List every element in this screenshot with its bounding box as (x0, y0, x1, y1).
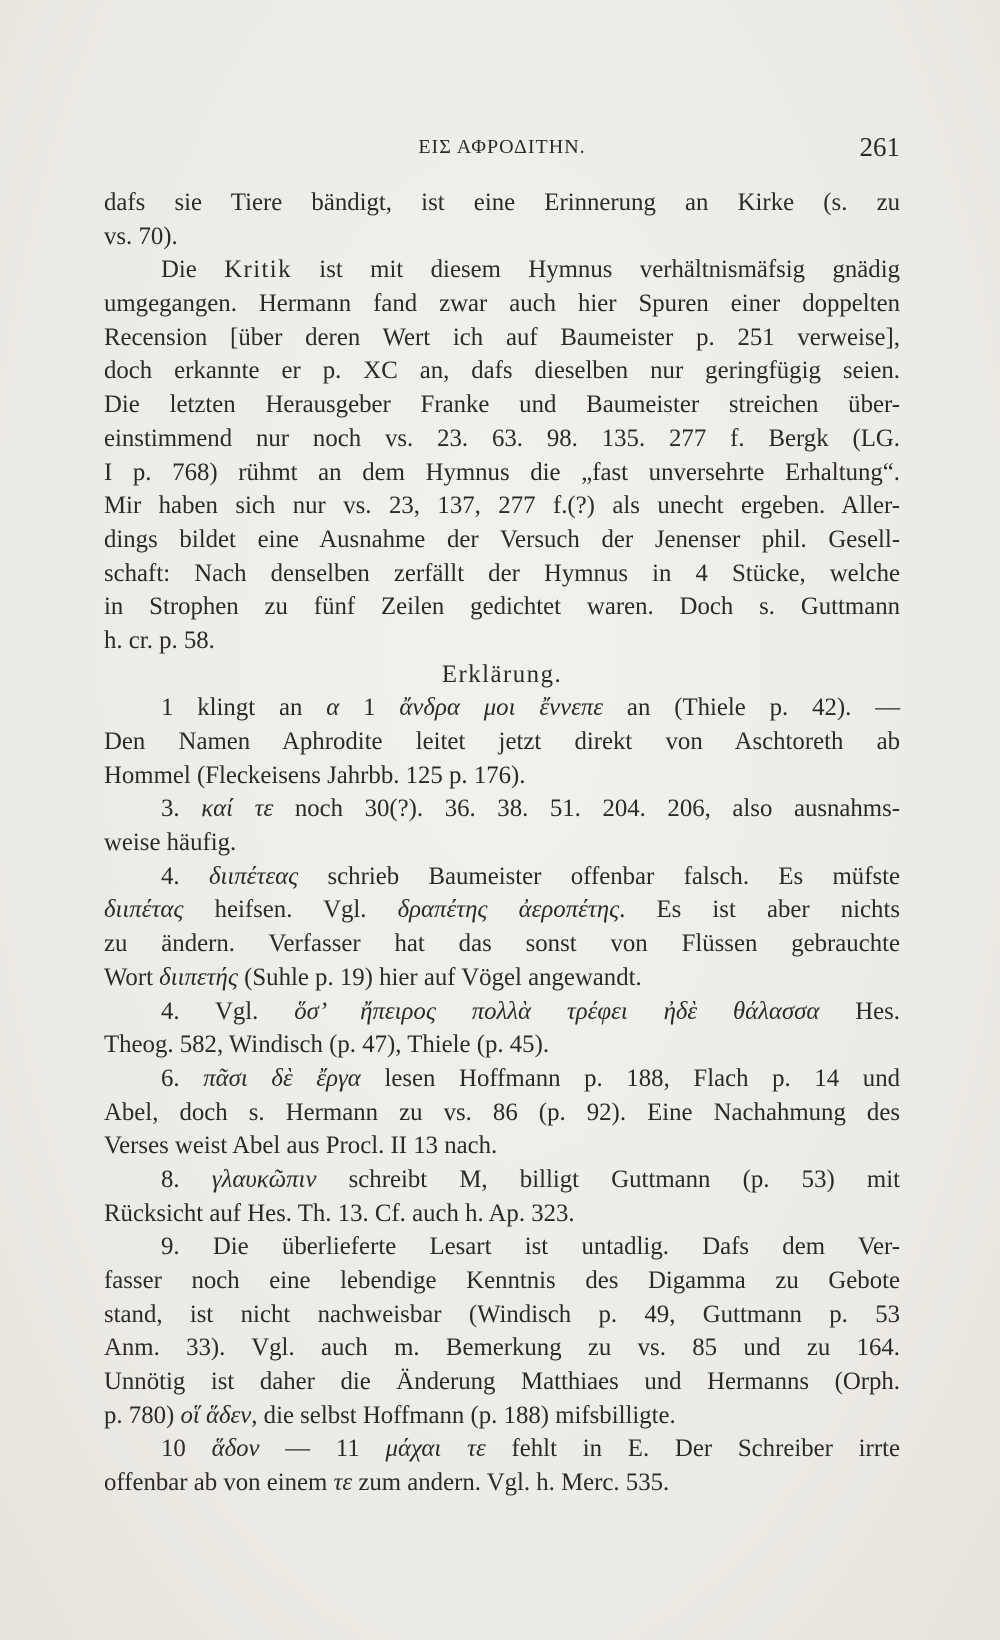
text-line (104, 691, 900, 725)
text-segment: 4. (161, 862, 209, 890)
text-line (104, 961, 900, 995)
greek-text: πᾶσι δὲ ἔργα (203, 1064, 361, 1092)
text-line (104, 893, 900, 927)
text-segment: 3. (161, 795, 202, 823)
text-segment: zum andern. Vgl. h. Merc. 535. (352, 1469, 670, 1497)
greek-text: α (326, 694, 340, 722)
greek-text: διιπέτεας (208, 862, 299, 890)
text-segment: noch 30(?). 36. 38. 51. 204. 206, also ausnahms- (273, 795, 900, 823)
text-line: Verses weist Abel aus Procl. II 13 nach. (104, 1132, 498, 1160)
text-line (104, 995, 900, 1029)
text-line (104, 253, 900, 287)
text-segment: ist mit diesem Hymnus verhältnismäfsig gnädig (291, 256, 900, 284)
greek-text: ὅσ’ ἤπειρος πολλὰ τρέφει ἠδὲ θάλασσα (294, 997, 820, 1025)
text-line (104, 1062, 900, 1096)
page-number: 261 (859, 132, 900, 162)
text-line: Theog. 582, Windisch (p. 47), Thiele (p. 45). (104, 1031, 550, 1059)
text-segment: 1 (339, 694, 400, 722)
text-segment: schrieb Baumeister offenbar falsch. Es müfste (298, 862, 901, 890)
greek-text: καί τε (201, 795, 274, 823)
text-line: weise häufig. (104, 829, 237, 857)
text-line (104, 1432, 900, 1466)
text-line: Den Namen Aphrodite leitet jetzt direkt von Aschtoreth ab (104, 728, 900, 755)
text-segment: 4. Vgl. (161, 997, 295, 1025)
greek-text: διιπέτας (104, 896, 184, 924)
text-line: Hommel (Fleckeisens Jahrbb. 125 p. 176). (104, 761, 526, 789)
text-line: Rücksicht auf Hes. Th. 13. Cf. auch h. Ap. 323. (104, 1199, 575, 1227)
text-line: Die letzten Herausgeber Franke und Baumeister streichen über- (104, 391, 900, 419)
text-segment: 10 (161, 1435, 212, 1463)
text-line: stand, ist nicht nachweisbar (Windisch p. 49, Guttmann p. 53 (104, 1300, 900, 1328)
text-segment: an (Thiele p. 42). — (603, 694, 901, 722)
text-line (104, 792, 900, 826)
text-line: zu ändern. Verfasser hat das sonst von Flüssen gebrauchte (104, 930, 900, 958)
text-line: dings bildet eine Ausnahme der Versuch der Jenenser phil. Gesell- (104, 525, 900, 553)
text-segment: Hes. (819, 997, 900, 1025)
text-segment: Wort (104, 963, 160, 991)
text-line: einstimmend nur noch vs. 23. 63. 98. 135. 277 f. Bergk (LG. (104, 424, 900, 452)
text-line: Anm. 33). Vgl. auch m. Bemerkung zu vs. 85 und zu 164. (104, 1334, 900, 1362)
body-text (104, 186, 900, 1500)
text-line: 9. Die überlieferte Lesart ist untadlig. Dafs dem Ver- (161, 1233, 900, 1261)
greek-text: δραπέτης ἀεροπέτης (397, 896, 620, 924)
text-segment: . Es ist aber nichts (619, 896, 900, 924)
text-line: fasser noch eine lebendige Kenntnis des Digamma zu Gebote (104, 1267, 900, 1294)
text-line: Unnötig ist daher die Änderung Matthiaes und Hermanns (Orph. (104, 1368, 900, 1396)
text-segment: Die (161, 256, 225, 284)
running-title: ΕΙΣ ΑΦΡΟΔΙΤΗΝ. (418, 136, 586, 158)
text-segment: offenbar ab von einem (104, 1469, 334, 1497)
greek-text: μάχαι τε (385, 1435, 486, 1463)
text-line: Recension [über deren Wert ich auf Baumeister p. 251 verweise], (104, 323, 900, 351)
text-segment: p. 780) (104, 1401, 181, 1429)
text-line: doch erkannte er p. XC an, dafs dieselben nur geringfügig seien. (104, 357, 900, 385)
text-line: in Strophen zu fünf Zeilen gedichtet waren. Doch s. Guttmann (104, 593, 900, 621)
greek-text: ἄνδρα μοι ἔννεπε (399, 694, 604, 722)
text-line: I p. 768) rühmt an dem Hymnus die „fast unversehrte Erhaltung“. (104, 458, 900, 486)
text-line (104, 1163, 900, 1197)
text-segment: schreibt M, billigt Guttmann (p. 53) mit (316, 1165, 900, 1193)
text-segment: 1 klingt an (161, 694, 327, 722)
text-line: umgegangen. Hermann fand zwar auch hier Spuren einer doppelten (104, 290, 900, 318)
text-segment: heifsen. Vgl. (183, 896, 398, 924)
greek-text: τε (333, 1469, 353, 1497)
greek-text: γλαυκῶπιν (211, 1165, 317, 1193)
text-segment: , die selbst Hoffmann (p. 188) mifsbilligte. (251, 1401, 676, 1429)
text-segment: (Suhle p. 19) hier auf Vögel angewandt. (237, 963, 642, 991)
text-line: vs. 70). (104, 222, 178, 250)
text-line: h. cr. p. 58. (104, 626, 215, 654)
text-segment: 6. (161, 1064, 204, 1092)
section-heading: Erklärung. (441, 660, 563, 688)
text-segment: fehlt in E. Der Schreiber irrte (485, 1435, 900, 1463)
text-line (104, 860, 900, 894)
text-segment: 8. (161, 1165, 212, 1193)
text-line: dafs sie Tiere bändigt, ist eine Erinnerung an Kirke (s. zu (104, 189, 900, 216)
text-segment: — 11 (259, 1435, 386, 1463)
text-line (104, 1399, 900, 1433)
greek-text: διιπετής (159, 963, 238, 991)
text-line: Mir haben sich nur vs. 23, 137, 277 f.(?) als unecht ergeben. Aller- (104, 492, 900, 520)
page-header (104, 132, 900, 172)
greek-text: ἅδον (211, 1435, 260, 1463)
text-line (104, 1466, 900, 1500)
spaced-word: Kritik (224, 256, 292, 284)
text-line: Abel, doch s. Hermann zu vs. 86 (p. 92). Eine Nachahmung des (104, 1098, 900, 1126)
text-line: schaft: Nach denselben zerfällt der Hymnus in 4 Stücke, welche (104, 559, 900, 587)
text-segment: lesen Hoffmann p. 188, Flach p. 14 und (360, 1064, 900, 1092)
greek-text: οἵ ἅδεν (180, 1401, 252, 1429)
